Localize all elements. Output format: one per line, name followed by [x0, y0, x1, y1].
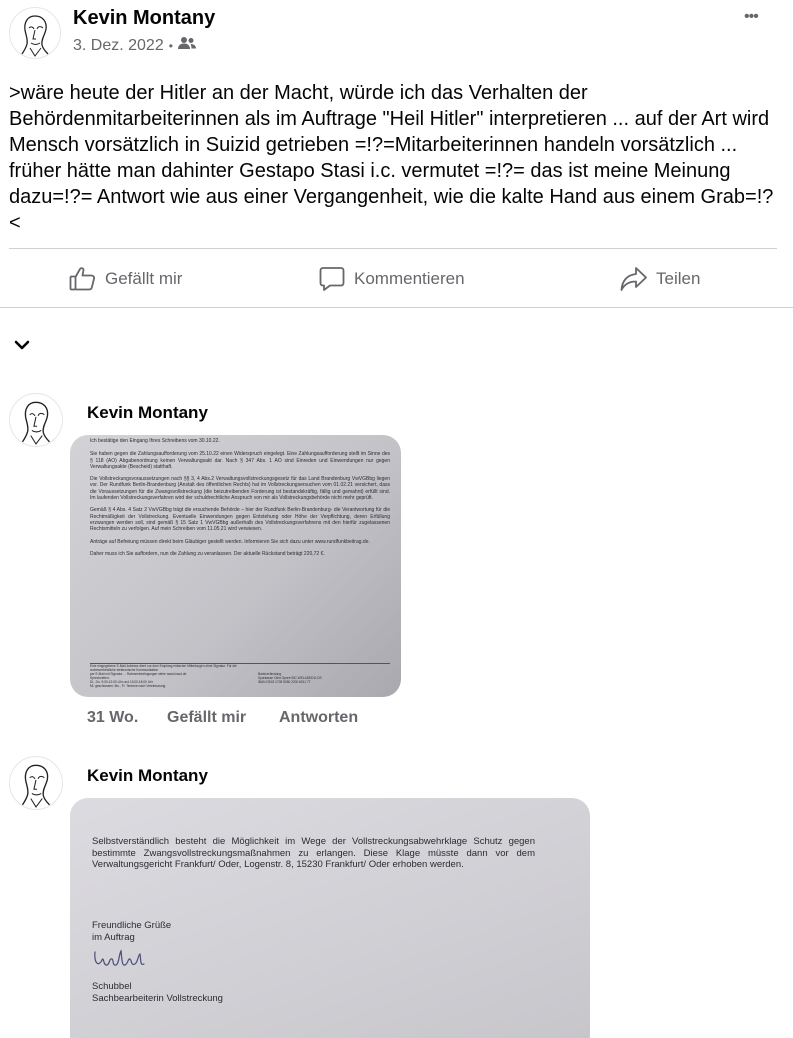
comment-button[interactable]	[319, 264, 465, 294]
chevron-down-icon	[14, 339, 30, 351]
comment-label: Kommentieren	[354, 269, 465, 288]
actions-divider-top	[9, 248, 777, 249]
actions-divider-bottom	[0, 307, 793, 308]
share-label: Teilen	[656, 269, 701, 288]
doc-line: Die Vollstreckungsvoraussetzungen nach §§ 3, 4 Abs.2 Verwaltungsvollstreckungsgesetz für das Land Brandenburg VwVGBbg liegen vor. Der Rundfunk Berlin-Brandenburg (Anstalt des öffentlichen Rechts) hat im Vollstreckungsersuchen vom 01.02.21 versichert, dass die Voraussetzungen für die Zwangsvollstreckung (die beizutreibenden Forderung ist bestandskräftig, fällig und gemahnt) erfüllt sind. Im laufenden Vollstreckungsverfahren wird der schuldrechtliche Anspruch von mir als Vollstreckungsbehörde nicht mehr geprüft.	[90, 476, 390, 502]
doc-closing: Freundliche Grüße	[92, 920, 172, 931]
comment-attachment-image[interactable]	[70, 435, 401, 697]
post-date[interactable]: 3. Dez. 2022	[73, 36, 164, 54]
like-button[interactable]	[69, 264, 182, 294]
doc-line: Gemäß § 4 Abs. 4 Satz 2 VwVGBbg trägt die ersuchende Behörde – hier der Rundfunk Berlin-Brandenburg- die Verantwortung für die Rechtmäßigkeit der Vollstreckung. Eventuelle Einwendungen gegen Entstehung oder Höhe der Verpflichtung, deren Erfüllung erzwungen werden soll, sind gemäß § 15 Satz 1 VwVGBbg außerhalb des Vollstreckungsverfahrens mit den hierfür zugelassenen Rechtsmitteln zu verfolgen. Auf mein Schreiben vom 11.05.21 wird verwiesen.	[90, 507, 390, 533]
doc-footer-line: Di., Do. 9:00-12:00 Uhr und 13:00-18:00 Uhr	[90, 679, 153, 684]
doc-footer-line: IBAN DE43 1705 5050 2200 6011 77	[258, 679, 311, 684]
more-options-button[interactable]	[744, 8, 772, 24]
doc-footer-line: per E-Mail mit Signatur ... Rahmenbedingungen siehe www.losod.de	[90, 671, 187, 676]
doc-line: Sie haben gegen die Zahlungsaufforderung vom 25.10.22 einen Widerspruch eingelegt. Eine Zahlungsaufforderung stellt im Sinne des § 118 (AO) Abgabenordnung keinen Verwaltungsakt dar. Nach § 347 Abs. 1 AO sind Einreden und Einwendungen nur gegen Verwaltungsakte (Bescheid) statthaft.	[90, 451, 390, 470]
share-arrow-icon	[620, 266, 647, 292]
doc-line: Anträge auf Befreiung müssen direkt beim Gläubiger gestellt werden. Informieren Sie sich dazu unter www.rundfunkbeitrag.de.	[90, 538, 370, 545]
doc-signer-name: Schubbel	[92, 981, 132, 992]
post-author-avatar[interactable]	[9, 7, 61, 59]
doc-on-behalf: im Auftrag	[92, 931, 135, 943]
comment-author-avatar[interactable]	[9, 393, 63, 447]
doc-line: Ich bestätige den Eingang Ihres Schreibens vom 30.10.22.	[90, 438, 220, 444]
comment-author-avatar[interactable]	[9, 756, 63, 810]
comment-like-button[interactable]: Gefällt mir	[167, 709, 247, 726]
comment-attachment-image[interactable]	[70, 798, 590, 1038]
collapse-comments-button[interactable]	[14, 338, 36, 354]
doc-footer-line: Mi. geschlossen; Mo., Fr. Termine nach Vereinbarung	[90, 683, 166, 688]
doc-signer-title: Sachbearbeiterin Vollstreckung	[92, 992, 223, 1004]
comment-author-name[interactable]: Kevin Montany	[87, 403, 208, 422]
comment-author-name[interactable]: Kevin Montany	[87, 766, 208, 785]
sketch-portrait-icon	[10, 757, 62, 809]
doc-line: Daher muss ich Sie auffordern, nun die Zahlung zu veranlassen. Der aktuelle Rückstand beträgt 220,72 €.	[90, 550, 325, 557]
thumbs-up-icon	[69, 266, 96, 292]
meta-separator: •	[168, 38, 173, 53]
post-meta	[73, 36, 196, 55]
more-icon: •••	[744, 8, 758, 25]
comment-time[interactable]: 31 Wo.	[87, 709, 139, 726]
post-author-name[interactable]: Kevin Montany	[73, 7, 216, 29]
share-button[interactable]	[620, 264, 700, 294]
doc-footer-line: Bankverbindung	[258, 672, 282, 676]
friends-icon	[178, 36, 196, 55]
sketch-portrait-icon	[10, 8, 60, 58]
doc-footer-line: Sparkasse Oder-Spree BIC WELADED1LOS	[258, 675, 322, 680]
doc-paragraph: Selbstverständlich besteht die Möglichkeit im Wege der Vollstreckungsabwehrklage Schutz gegen bestimmte Zwangsvollstreckungsmaßnahmen zu erlangen. Diese Klage müsste dann vor dem Verwaltungsgericht Frankfurt/ Oder, Logenstr. 8, 15230 Frankfurt/ Oder erhoben werden.	[92, 836, 535, 870]
doc-footer-line: Sprechzeiten:	[90, 675, 110, 680]
doc-footer-line: Eine eingegebene E-Mail-Adresse dient nur dem Empfang einfacher Mitteilungen ohne Signatur. Für die rechtsverbindliche elektronische Kommunikation	[90, 664, 237, 672]
sketch-portrait-icon	[10, 394, 62, 446]
handwritten-signature	[92, 946, 162, 972]
like-label: Gefällt mir	[105, 269, 183, 288]
comment-reply-button[interactable]: Antworten	[279, 709, 359, 726]
comment-bubble-icon	[319, 266, 345, 292]
post-text: >wäre heute der Hitler an der Macht, würde ich das Verhalten der Behördenmitarbeiterinnen als im Auftrage "Heil Hitler" interpretieren ... auf der Art wird Mensch vorsätzlich in Suizid getrieben =!?=Mitarbeiterinnen handeln vorsätzlich ... früher hätte man dahinter Gestapo Stasi i.c. vermutet =!?= das ist meine Meinung dazu=!?= Antwort wie aus einer Vergangenheit, wie die kalte Hand aus einem Grab=!?<	[9, 82, 774, 234]
